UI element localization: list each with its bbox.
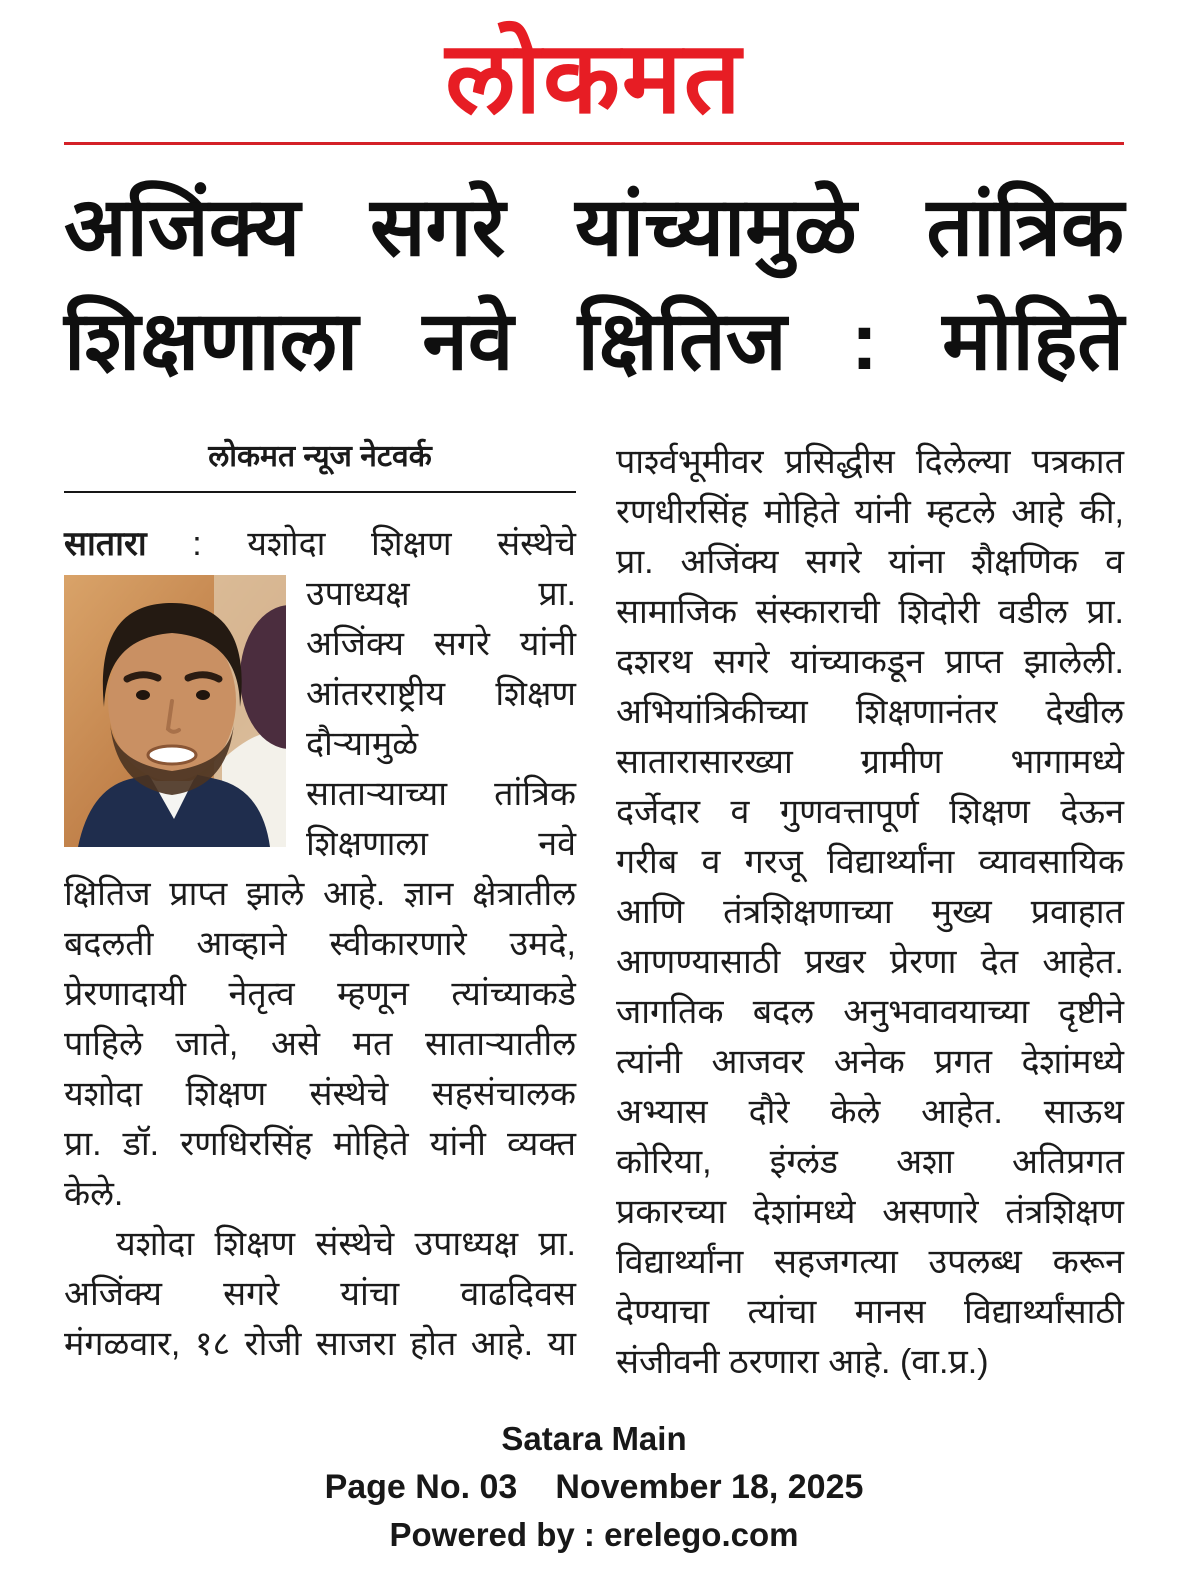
footer-powered-by: Powered by : erelego.com	[389, 1516, 799, 1553]
masthead-rule	[64, 142, 1124, 145]
article-line: कोरिया, इंग्लंड अशा अतिप्रगत	[616, 1143, 1124, 1181]
footer	[0, 1415, 1188, 1559]
article-line: आणण्यासाठी प्रखर प्रेरणा देत आहेत.	[616, 943, 1124, 981]
article-line: शिक्षणाला नवे	[306, 825, 576, 863]
headline-line: अजिंक्य सगरे यांच्यामुळे तांत्रिक	[64, 182, 1124, 273]
article-line: प्रा. डॉ. रणधिरसिंह मोहिते यांनी व्यक्त	[64, 1125, 576, 1163]
article-line: रणधीरसिंह मोहिते यांनी म्हटले आहे की,	[616, 493, 1124, 531]
article-line: प्रेरणादायी नेतृत्व म्हणून त्यांच्याकडे	[64, 975, 576, 1013]
article-body	[64, 437, 1124, 1387]
article-line: गरीब व गरजू विद्यार्थ्यांना व्यावसायिक	[616, 843, 1124, 881]
article-line: मंगळवार, १८ रोजी साजरा होत आहे. या	[64, 1325, 576, 1363]
article-lead-line	[64, 519, 576, 569]
article-line: आणि तंत्रशिक्षणाच्या मुख्य प्रवाहात	[616, 893, 1124, 931]
dateline: सातारा	[64, 525, 147, 563]
article-line: बदलती आव्हाने स्वीकारणारे उमदे,	[64, 925, 576, 963]
article-line: प्रकारच्या देशांमध्ये असणारे तंत्रशिक्षण	[616, 1193, 1124, 1231]
lokmat-logo: लोकमत	[445, 22, 743, 134]
article-line: अजिंक्य सगरे यांचा वाढदिवस	[64, 1275, 576, 1313]
article-line: सामाजिक संस्काराची शिदोरी वडील प्रा.	[616, 593, 1124, 631]
article-line: संजीवनी ठरणारा आहे. (वा.प्र.)	[616, 1343, 989, 1381]
article-line: केले.	[64, 1175, 124, 1213]
article-line: पाहिले जाते, असे मत साताऱ्यातील	[64, 1025, 576, 1063]
footer-page-number: Page No. 03	[324, 1468, 518, 1506]
article-line: प्रा. अजिंक्य सगरे यांना शैक्षणिक व	[616, 543, 1124, 581]
article-line: यशोदा शिक्षण संस्थेचे उपाध्यक्ष प्रा.	[116, 1225, 576, 1263]
footer-edition: Satara Main	[501, 1420, 687, 1457]
article-line: दशरथ सगरे यांच्याकडून प्राप्त झालेली.	[616, 643, 1124, 681]
portrait-photo	[64, 575, 286, 847]
lead-text: : यशोदा शिक्षण संस्थेचे	[192, 525, 576, 563]
article-line: विद्यार्थ्यांना सहजगत्या उपलब्ध करून	[616, 1243, 1124, 1281]
article-line: पार्श्वभूमीवर प्रसिद्धीस दिलेल्या पत्रकात	[616, 443, 1124, 481]
left-paragraph-2	[64, 1219, 576, 1369]
article-line: अभ्यास दौरे केले आहेत. साऊथ	[616, 1093, 1124, 1131]
portrait-illustration	[64, 575, 286, 847]
article-line: त्यांनी आजवर अनेक प्रगत देशांमध्ये	[616, 1043, 1124, 1081]
article-line: जागतिक बदल अनुभवावयाच्या दृष्टीने	[616, 993, 1124, 1031]
article-line: दौऱ्यामुळे	[306, 725, 419, 763]
right-column	[616, 437, 1124, 1387]
article-line: अजिंक्य सगरे यांनी	[306, 625, 576, 663]
footer-date: November 18, 2025	[555, 1468, 864, 1506]
article-line: उपाध्यक्ष प्रा.	[306, 575, 576, 613]
byline: लोकमत न्यूज नेटवर्क	[64, 437, 576, 493]
article-line: क्षितिज प्राप्त झाले आहे. ज्ञान क्षेत्रातील	[64, 875, 576, 913]
left-column	[64, 437, 576, 1369]
article-line: सातारासारख्या ग्रामीण भागामध्ये	[616, 743, 1124, 781]
article-line: आंतरराष्ट्रीय शिक्षण	[306, 675, 576, 713]
headline	[64, 171, 1124, 399]
masthead	[0, 0, 1188, 134]
headline-line: शिक्षणाला नवे क्षितिज : मोहिते	[64, 296, 1124, 387]
footer-page-date	[0, 1463, 1188, 1511]
article-line: देण्याचा त्यांचा मानस विद्यार्थ्यांसाठी	[616, 1293, 1124, 1331]
article-line: अभियांत्रिकीच्या शिक्षणानंतर देखील	[616, 693, 1124, 731]
article-line: दर्जेदार व गुणवत्तापूर्ण शिक्षण देऊन	[616, 793, 1124, 831]
left-paragraph-1b	[64, 869, 576, 1219]
article-line: यशोदा शिक्षण संस्थेचे सहसंचालक	[64, 1075, 576, 1113]
article-line: साताऱ्याच्या तांत्रिक	[306, 775, 576, 813]
